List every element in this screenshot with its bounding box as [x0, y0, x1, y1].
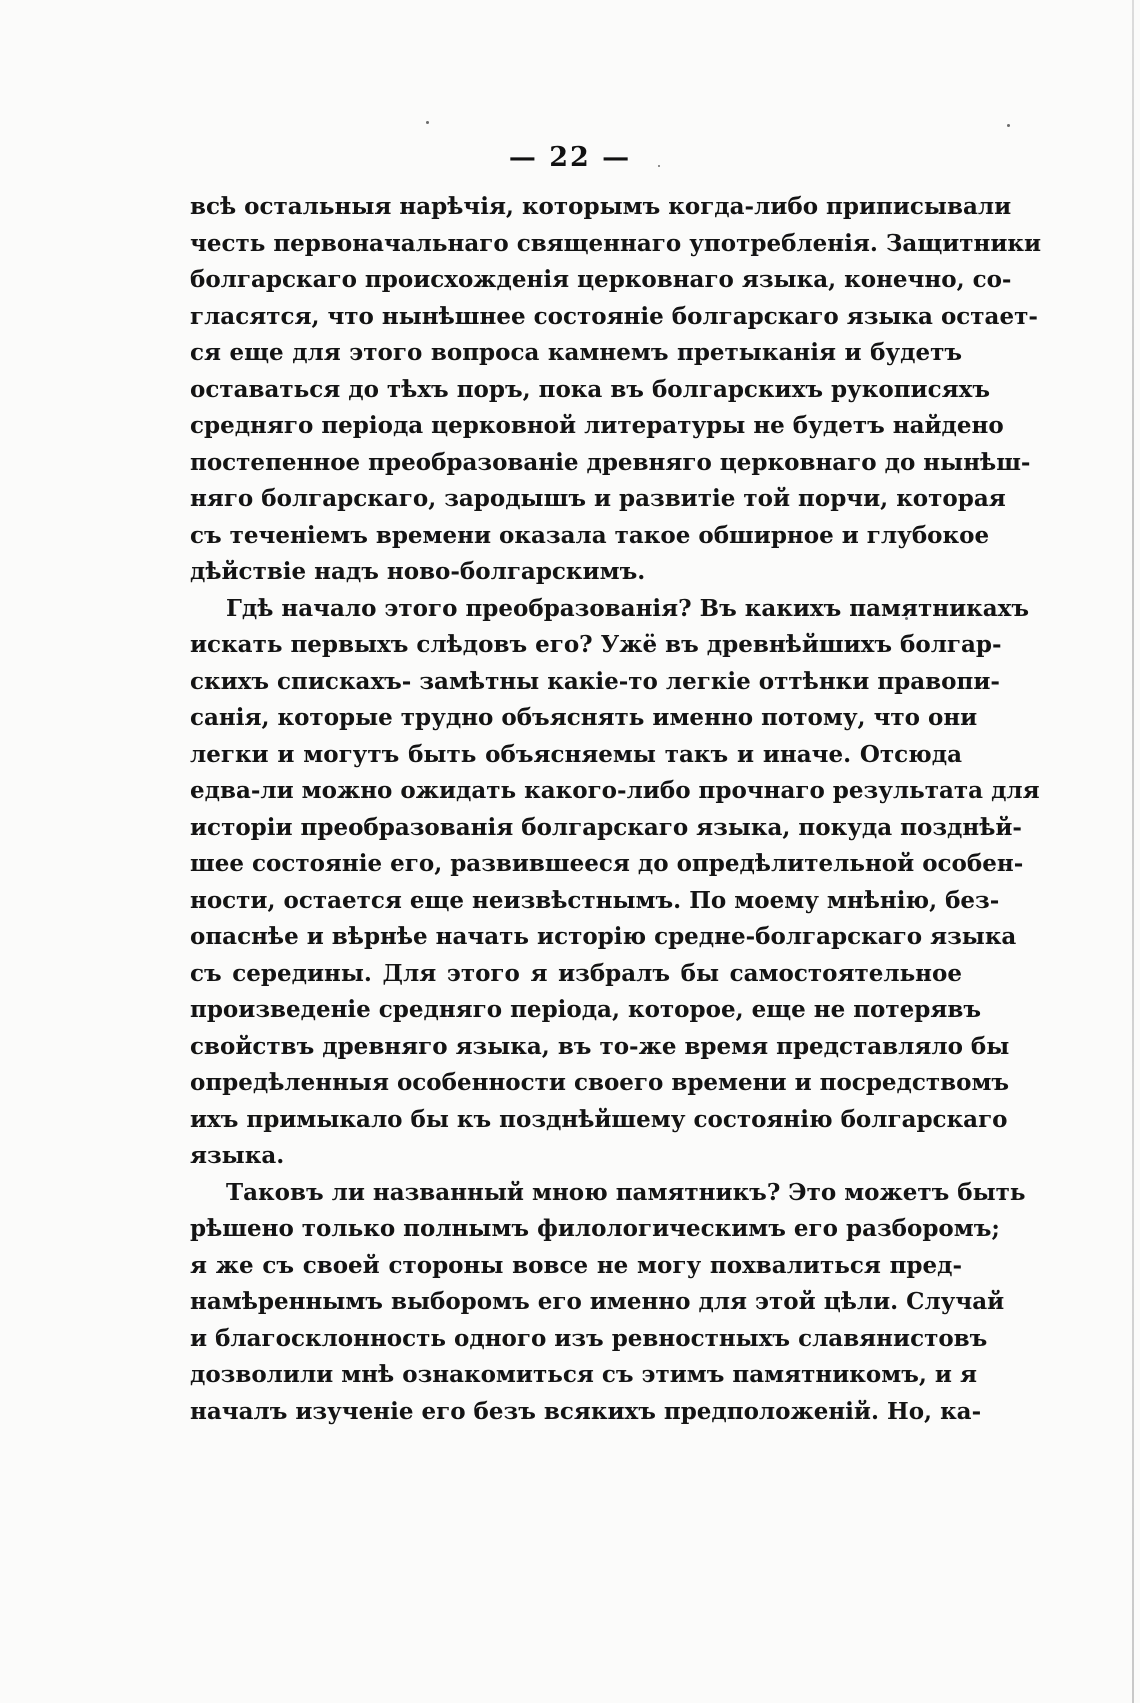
- body-text: [190, 189, 1042, 1430]
- text-line: свойствъ древняго языка, въ то-же время представляло бы: [190, 1032, 1010, 1060]
- text-line: ности, остается еще неизвѣстнымъ. По моему мнѣнію, без-: [190, 886, 1000, 914]
- text-line: искать первыхъ слѣдовъ его? Ужё въ древнѣйшихъ болгар-: [190, 631, 1002, 658]
- text-line: санія, которые трудно объяснять именно потому, что они: [190, 704, 978, 731]
- text-line: честь первоначальнаго священнаго употребленія. Защитники: [190, 229, 1042, 257]
- text-line: легки и могутъ быть объясняемы такъ и иначе. Отсюда: [190, 740, 962, 768]
- text-line: рѣшено только полнымъ филологическимъ его разборомъ;: [190, 1215, 1000, 1242]
- text-line: опаснѣе и вѣрнѣе начать исторію средне-болгарскаго языка: [190, 923, 1017, 950]
- text-line: опредѣленныя особенности своего времени и посредствомъ: [190, 1069, 1010, 1096]
- text-line: болгарскаго происхожденія церковнаго языка, конечно, со-: [190, 266, 1012, 293]
- text-line: едва-ли можно ожидать какого-либо прочнаго результата для: [190, 777, 1040, 804]
- text-line: дозволили мнѣ ознакомиться съ этимъ памятникомъ, и я: [190, 1361, 977, 1388]
- text-line: съ теченіемъ времени оказала такое обширное и глубокое: [190, 521, 990, 549]
- text-line: гласятся, что нынѣшнее состояніе болгарскаго языка остает-: [190, 302, 1038, 330]
- text-line: намѣреннымъ выборомъ его именно для этой цѣли. Случай: [190, 1288, 1005, 1315]
- text-line: дѣйствіе надъ ново-болгарскимъ.: [190, 558, 646, 585]
- text-line: исторіи преобразованія болгарскаго языка, покудa позднѣй-: [190, 813, 1022, 841]
- page-edge-rule: [1132, 0, 1134, 1703]
- text-line: я же съ своей стороны вовсе не могу похвалиться пред-: [190, 1251, 962, 1279]
- text-line: всѣ остальныя нарѣчія, которымъ когда-либо приписывали: [190, 193, 1012, 220]
- paragraph-1: [190, 189, 1042, 591]
- text-line: произведеніе средняго періода, которое, еще не потерявъ: [190, 996, 981, 1023]
- paragraph-3: [190, 1175, 1026, 1431]
- text-line: ихъ примыкало бы къ позднѣйшему состоянію болгарскаго: [190, 1105, 1008, 1133]
- text-line: и благосклонность одного изъ ревностныхъ славянистовъ: [190, 1324, 988, 1352]
- page-number: — 22 —: [508, 142, 632, 173]
- text-line: няго болгарскаго, зародышъ и развитіе той порчи, которая: [190, 485, 1006, 512]
- text-line: языка.: [190, 1142, 285, 1169]
- text-line: шее состояніе его, развившееся до опредѣлительной особен-: [190, 850, 1024, 877]
- ink-speck: [1007, 124, 1010, 127]
- ink-speck: [426, 121, 429, 124]
- text-line: скихъ спискахъ- замѣтны какіе-то легкіе оттѣнки правопи-: [190, 667, 1000, 695]
- text-line: средняго періода церковной литературы не будетъ найдено: [190, 412, 1004, 439]
- text-line: съ середины. Для этого я избралъ бы самостоятельное: [190, 959, 962, 987]
- text-line: Гдѣ начало этого преобразованія? Въ какихъ памятникахъ: [226, 594, 1029, 622]
- text-line: ся еще для этого вопроса камнемъ претыканія и будетъ: [190, 339, 962, 366]
- paragraph-2: [190, 591, 1040, 1175]
- text-line: началъ изученіе его безъ всякихъ предположеній. Но, ка-: [190, 1397, 982, 1425]
- text-line: Таковъ ли названный мною памятникъ? Это можетъ быть: [226, 1178, 1026, 1206]
- text-line: оставаться до тѣхъ поръ, пока въ болгарскихъ рукописяхъ: [190, 375, 990, 403]
- text-line: постепенное преобразованіе древняго церковнаго до нынѣш-: [190, 448, 1031, 476]
